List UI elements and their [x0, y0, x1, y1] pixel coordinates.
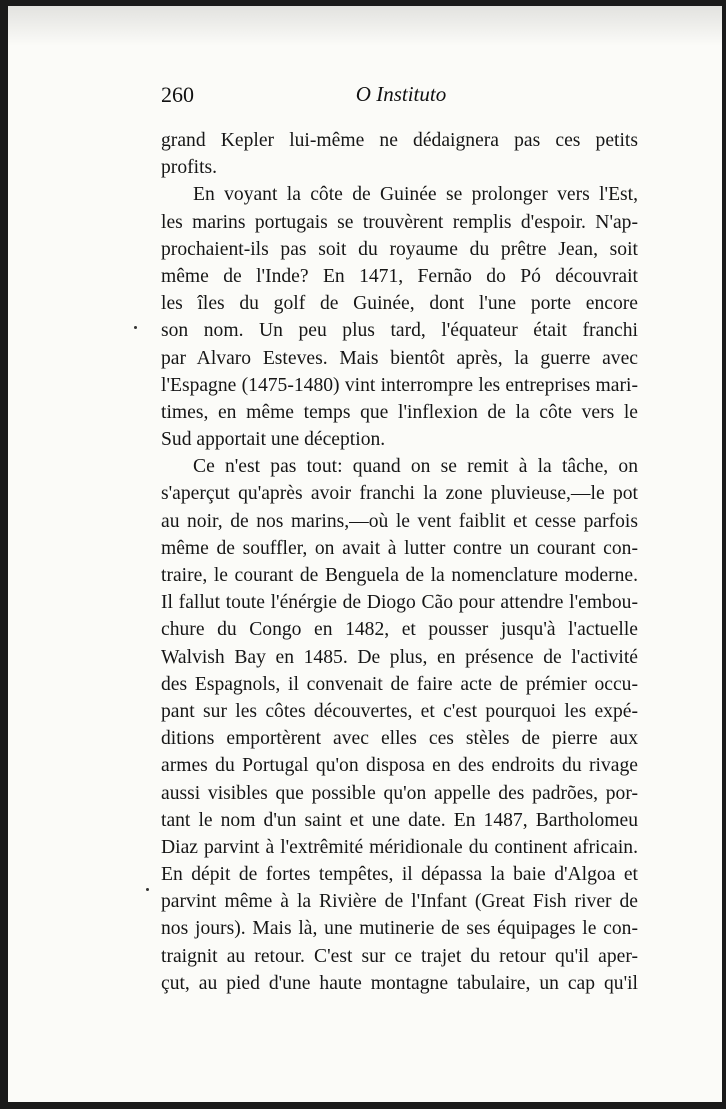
text-line: armes du Portugal qu'on disposa en des endroits du rivage: [161, 755, 638, 777]
text-line: En dépit de fortes tempêtes, il dépassa la baie d'Algoa et: [161, 864, 638, 886]
text-line: pant sur les côtes découvertes, et c'est pourquoi les expé-: [161, 700, 638, 722]
text-line: traignit au retour. C'est sur ce trajet du retour qu'il aper-: [161, 945, 638, 967]
text-line: par Alvaro Esteves. Mais bientôt après, la guerre avec: [161, 347, 638, 369]
book-page: [8, 6, 722, 1102]
text-line: profits.: [161, 157, 218, 179]
text-line: s'aperçut qu'après avoir franchi la zone pluvieuse,—le pot: [161, 483, 638, 505]
text-line: Il fallut toute l'énérgie de Diogo Cão pour attendre l'embou-: [161, 592, 638, 614]
text-line: les marins portugais se trouvèrent remplis d'espoir. N'ap-: [161, 211, 638, 233]
page-header: [161, 82, 641, 112]
text-line: des Espagnols, il convenait de faire acte de prémier occu-: [161, 673, 638, 695]
margin-speck: [146, 888, 149, 891]
text-line: ditions emportèrent avec elles ces stèles de pierre aux: [161, 728, 638, 750]
text-line: même de l'Inde? En 1471, Fernão do Pó découvrait: [161, 265, 638, 287]
text-line: çut, au pied d'une haute montagne tabulaire, un cap qu'il: [161, 972, 638, 994]
text-line: Walvish Bay en 1485. De plus, en présence de l'activité: [161, 646, 638, 668]
text-line: parvint même à la Rivière de l'Infant (Great Fish river de: [161, 891, 638, 913]
margin-speck: [134, 326, 137, 329]
text-line: tant le nom d'un saint et une date. En 1487, Bartholomeu: [161, 809, 638, 831]
text-line: Ce n'est pas tout: quand on se remit à la tâche, on: [193, 456, 638, 478]
text-line: Sud apportait une déception.: [161, 429, 386, 451]
text-line: nos jours). Mais là, une mutinerie de ses équipages le con-: [161, 918, 638, 940]
text-line: aussi visibles que possible qu'on appelle des padrões, por-: [161, 782, 638, 804]
page-number: 260: [161, 82, 194, 107]
text-line: traire, le courant de Benguela de la nomenclature moderne.: [161, 565, 638, 586]
text-line: les îles du golf de Guinée, dont l'une porte encore: [161, 293, 638, 315]
text-line: chure du Congo en 1482, et pousser jusqu'à l'actuelle: [161, 619, 638, 641]
text-line: son nom. Un peu plus tard, l'équateur était franchi: [161, 320, 638, 342]
text-line: au noir, de nos marins,—où le vent faiblit et cesse parfois: [161, 510, 638, 532]
text-line: grand Kepler lui-même ne dédaignera pas ces petits: [161, 130, 638, 151]
text-line: times, en même temps que l'inflexion de la côte vers le: [161, 401, 638, 423]
running-title: O Instituto: [355, 82, 447, 106]
text-line: même de souffler, on avait à lutter contre un courant con-: [161, 537, 638, 559]
text-line: En voyant la côte de Guinée se prolonger vers l'Est,: [193, 184, 638, 206]
body-text: [161, 127, 638, 997]
text-line: l'Espagne (1475-1480) vint interrompre les entreprises mari-: [161, 374, 638, 396]
text-line: Diaz parvint à l'extrêmité méridionale du continent africain.: [161, 836, 638, 858]
text-line: prochaient-ils pas soit du royaume du prêtre Jean, soit: [161, 238, 638, 260]
